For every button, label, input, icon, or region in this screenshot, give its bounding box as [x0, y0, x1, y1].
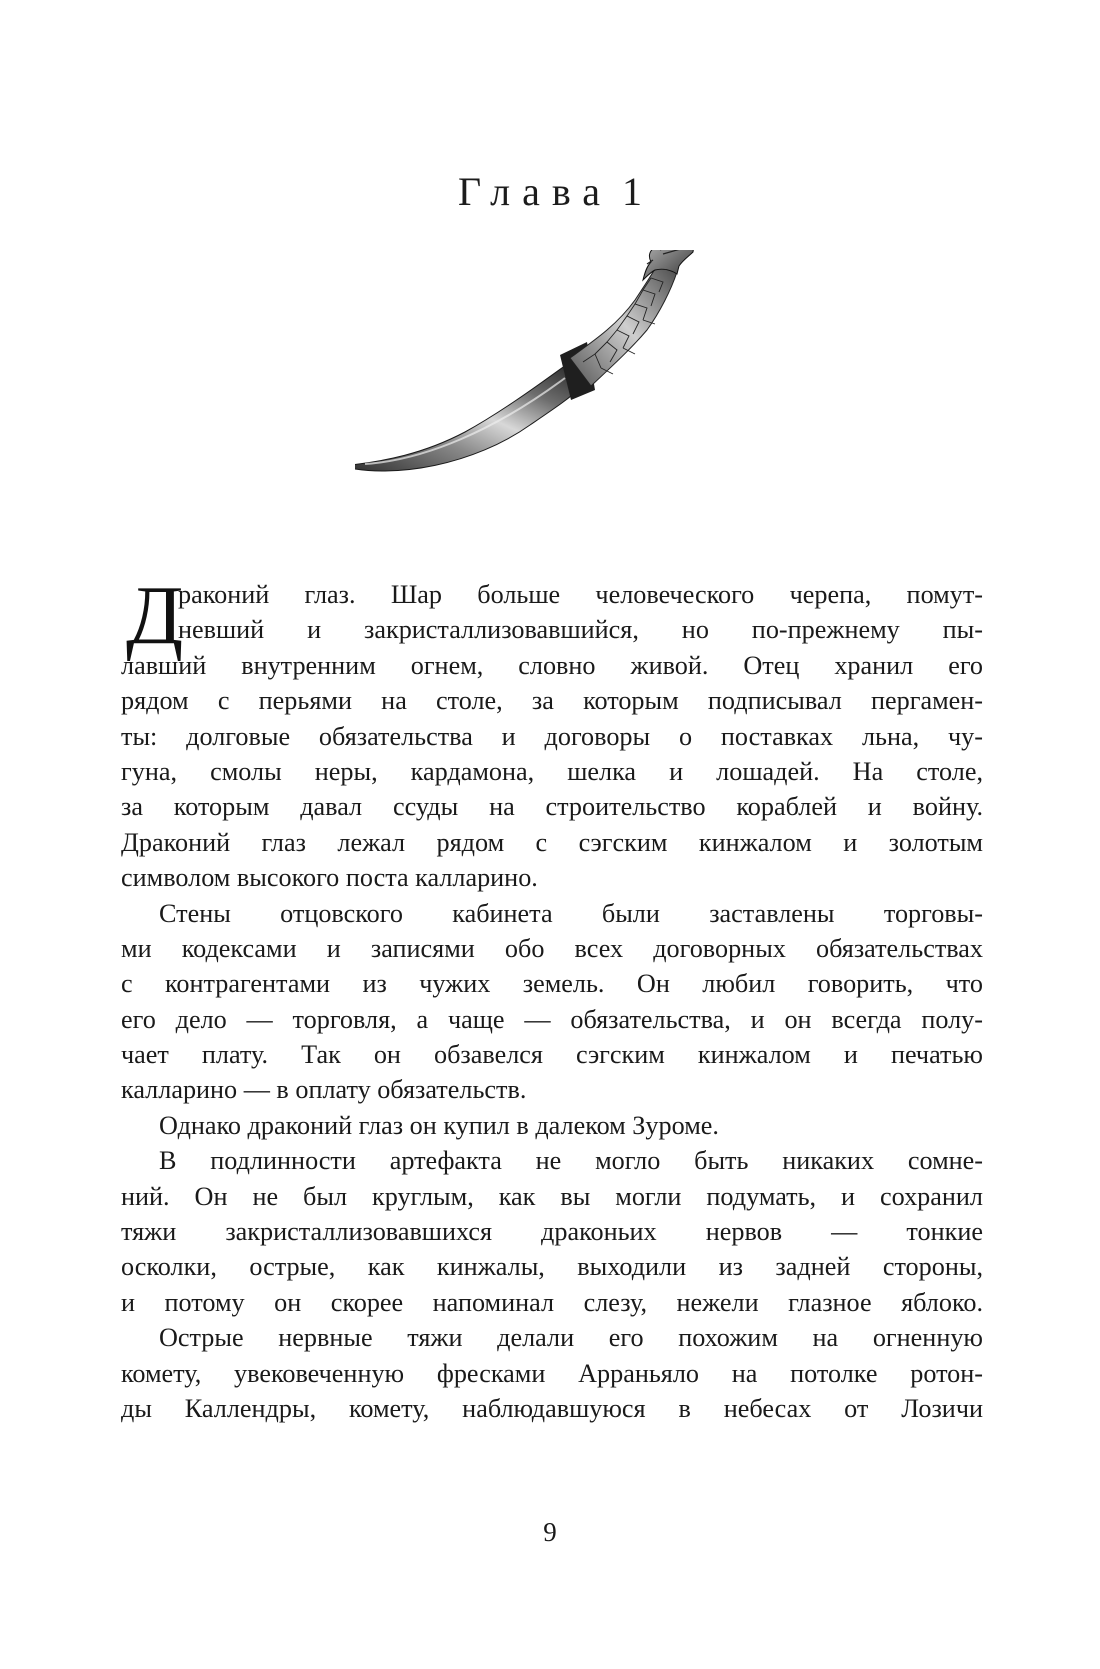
text-line: раконий глаз. Шар больше человеческого черепа, помут- [178, 580, 983, 609]
text-line: с контрагентами из чужих земель. Он любил говорить, что [121, 969, 983, 999]
text-line: Однако драконий глаз он купил в далеком Зуроме. [159, 1110, 719, 1140]
drop-cap: Д [126, 569, 184, 662]
chapter-body-text [121, 569, 983, 1426]
text-line: ми кодексами и записями обо всех договорных обязательствах [121, 933, 983, 963]
text-line: Стены отцовского кабинета были заставлены торговы- [159, 898, 983, 928]
text-line: символом высокого поста калларино. [121, 863, 538, 893]
text-line: ды Каллендры, комету, наблюдавшуюся в небесах от Лозичи [121, 1393, 983, 1423]
page-number: 9 [543, 1517, 557, 1547]
text-line: ний. Он не был круглым, как вы могли подумать, и сохранил [121, 1181, 983, 1211]
text-line: тяжи закристаллизовавшихся драконьих нервов — тонкие [121, 1217, 983, 1247]
text-line: и потому он скорее напоминал слезу, нежели глазное яблоко. [121, 1287, 983, 1317]
chapter-number: 1 [621, 169, 642, 214]
text-line: осколки, острые, как кинжалы, выходили из задней стороны, [121, 1252, 983, 1282]
text-line: В подлинности артефакта не могло быть никаких сомне- [159, 1146, 983, 1176]
dagger-illustration-icon [355, 250, 695, 520]
text-line: Драконий глаз лежал рядом с сэгским кинжалом и золотым [121, 827, 983, 857]
text-line: его дело — торговля, а чаще — обязательства, и он всегда полу- [121, 1004, 983, 1034]
text-line: лавший внутренним огнем, словно живой. Отец хранил его [121, 650, 983, 680]
text-line: калларино — в оплату обязательств. [121, 1075, 527, 1105]
text-line: комету, увековеченную фресками Арраньяло на потолке ротон- [121, 1358, 983, 1388]
text-line: за которым давал ссуды на строительство кораблей и войну. [121, 792, 983, 822]
text-line: Острые нервные тяжи делали его похожим на огненную [159, 1323, 983, 1353]
text-line: ты: долговые обязательства и договоры о поставках льна, чу- [121, 721, 983, 751]
text-line: невший и закристаллизовавшийся, но по-прежнему пы- [178, 615, 983, 645]
text-line: гуна, смолы неры, кардамона, шелка и лошадей. На столе, [121, 756, 983, 786]
chapter-label: Глава [458, 169, 612, 214]
chapter-title [0, 168, 1100, 215]
text-line: чает плату. Так он обзавелся сэгским кинжалом и печатью [121, 1040, 983, 1070]
text-line: рядом с перьями на столе, за которым подписывал пергамен- [121, 686, 983, 716]
